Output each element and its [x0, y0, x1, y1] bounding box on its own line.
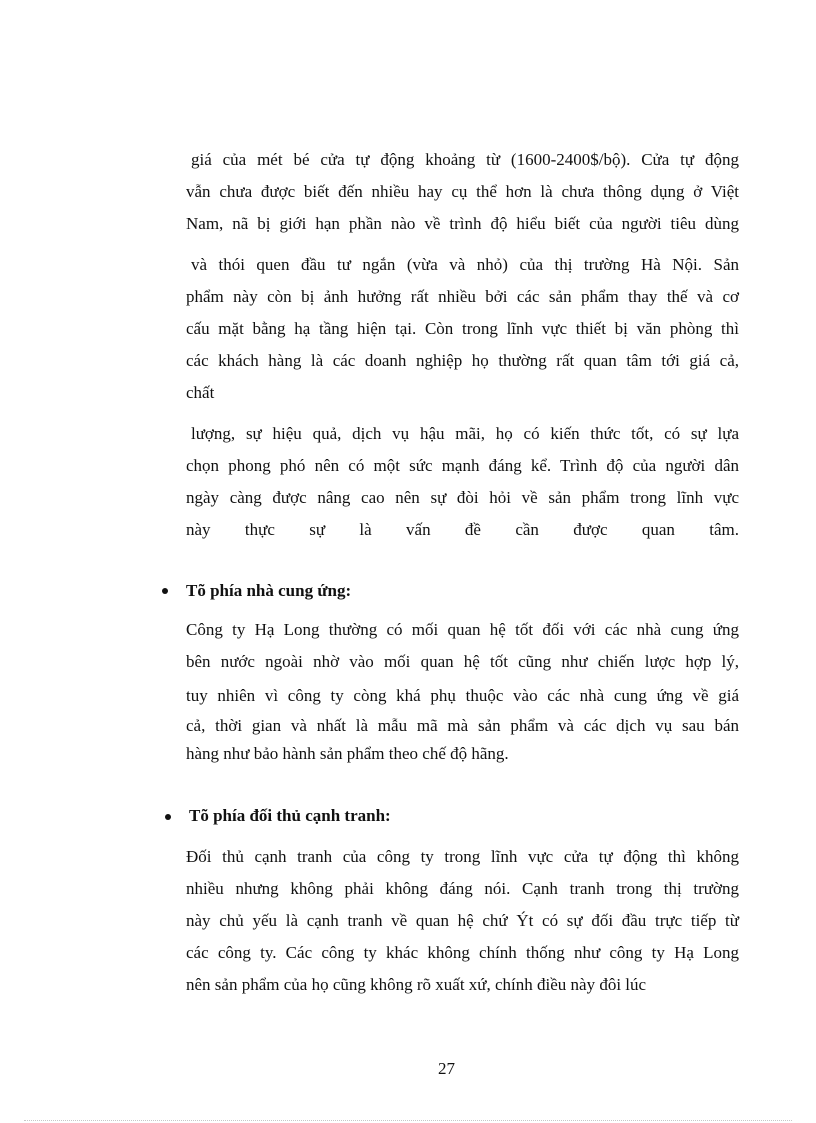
- suppliers-line-4: cả, thời gian và nhất là mẫu mã mà sản phẩm và các dịch vụ sau bán: [186, 716, 739, 735]
- suppliers-line-1: Công ty Hạ Long thường có mối quan hệ tốt đối với các nhà cung ứng: [186, 620, 739, 639]
- suppliers-line-3: tuy nhiên vì công ty còng khá phụ thuộc vào các nhà cung ứng về giá: [186, 686, 739, 705]
- paragraph-2-line-5: chất: [186, 383, 215, 402]
- paragraph-3-line-4: này thực sự là vấn đề cần được quan tâm.: [186, 520, 739, 539]
- suppliers-line-5: hàng như bảo hành sản phẩm theo chế độ hãng.: [186, 744, 509, 763]
- paragraph-3-line-1: lượng, sự hiệu quả, dịch vụ hậu mãi, họ có kiến thức tốt, có sự lựa: [191, 424, 739, 443]
- competitors-line-4: các công ty. Các công ty khác không chính thống như công ty Hạ Long: [186, 943, 739, 962]
- page-bottom-divider: [24, 1120, 792, 1121]
- paragraph-1-line-1: giá của mét bé cửa tự động khoảng từ (1600-2400$/bộ). Cửa tự động: [191, 150, 739, 169]
- suppliers-bullet: [162, 588, 168, 594]
- competitors-bullet: [165, 814, 171, 820]
- paragraph-2-line-2: phẩm này còn bị ảnh hưởng rất nhiều bởi các sản phẩm thay thế và cơ: [186, 287, 739, 306]
- paragraph-2-line-4: các khách hàng là các doanh nghiệp họ thường rất quan tâm tới giá cả,: [186, 351, 739, 370]
- competitors-line-2: nhiều nhưng không phải không đáng nói. Cạnh tranh trong thị trường: [186, 879, 739, 898]
- paragraph-2-line-1: và thói quen đầu tư ngắn (vừa và nhỏ) của thị trường Hà Nội. Sản: [191, 255, 739, 274]
- competitors-heading: Tõ phía đối thủ cạnh tranh:: [189, 806, 391, 825]
- page-number: 27: [438, 1059, 455, 1078]
- competitors-line-1: Đối thủ cạnh tranh của công ty trong lĩnh vực cửa tự động thì không: [186, 847, 739, 866]
- paragraph-3-line-3: ngày càng được nâng cao nên sự đòi hỏi về sản phẩm trong lĩnh vực: [186, 488, 739, 507]
- paragraph-3-line-2: chọn phong phó nên có một sức mạnh đáng kể. Trình độ của người dân: [186, 456, 739, 475]
- competitors-line-3: này chủ yếu là cạnh tranh về quan hệ chứ Ýt có sự đối đầu trực tiếp từ: [186, 911, 739, 930]
- paragraph-1-line-2: vẫn chưa được biết đến nhiều hay cụ thể hơn là chưa thông dụng ở Việt: [186, 182, 739, 201]
- paragraph-1-line-3: Nam, nã bị giới hạn phần nào về trình độ hiểu biết của người tiêu dùng: [186, 214, 739, 233]
- paragraph-2-line-3: cấu mặt bằng hạ tầng hiện tại. Còn trong lĩnh vực thiết bị văn phòng thì: [186, 319, 739, 338]
- suppliers-heading: Tõ phía nhà cung ứng:: [186, 581, 352, 600]
- suppliers-line-2: bên nước ngoài nhờ vào mối quan hệ tốt cũng như chiến lược hợp lý,: [186, 652, 739, 671]
- competitors-line-5: nên sản phẩm của họ cũng không rõ xuất xứ, chính điều này đôi lúc: [186, 975, 647, 994]
